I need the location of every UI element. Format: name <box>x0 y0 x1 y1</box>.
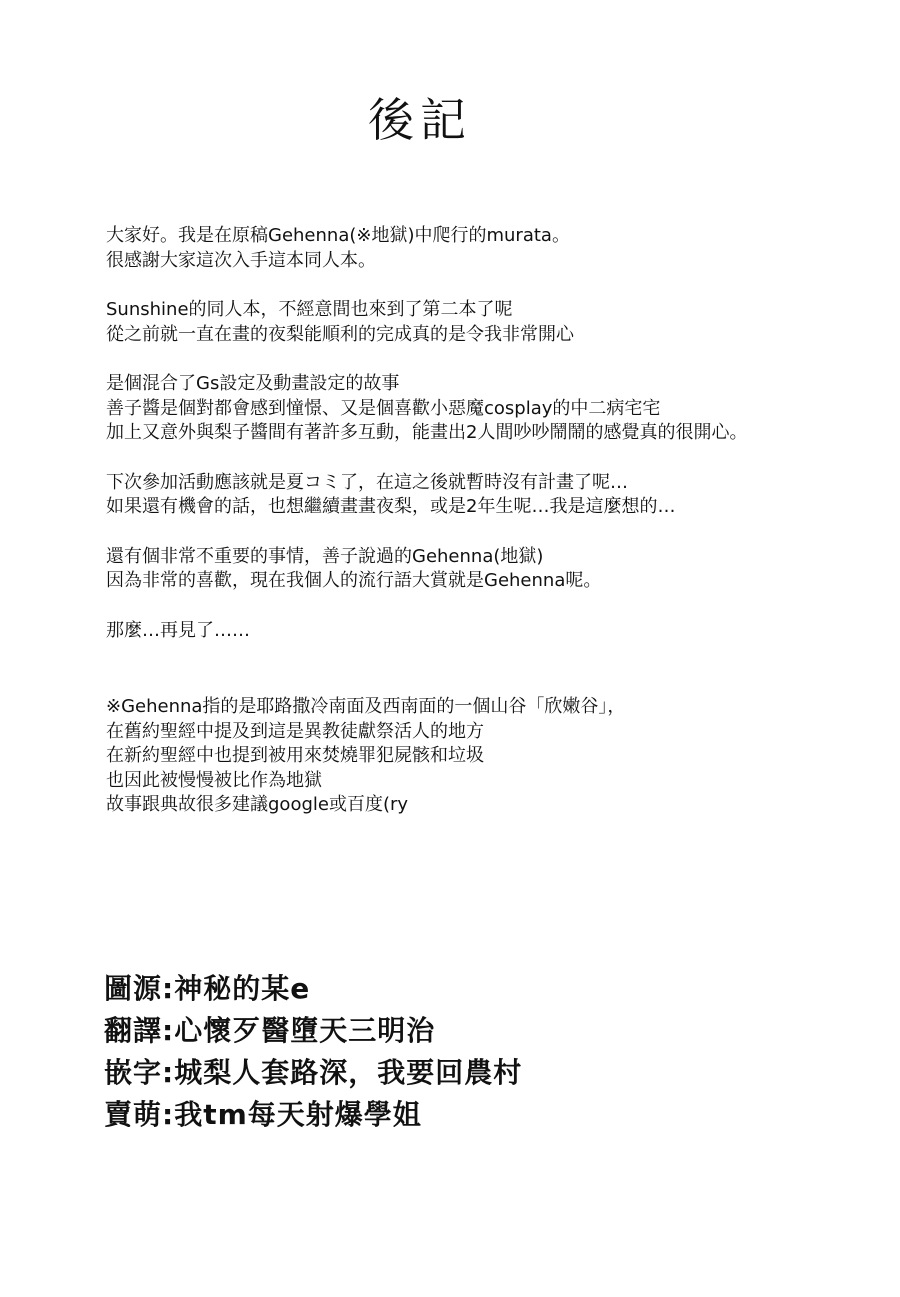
text-line: 下次參加活動應該就是夏コミ了，在這之後就暫時沒有計畫了呢… <box>106 471 628 493</box>
text-line: 是個混合了Gs設定及動畫設定的故事 <box>106 373 400 394</box>
gehenna-footnote <box>106 695 886 818</box>
paragraph-5 <box>106 545 886 594</box>
text-line: Sunshine的同人本，不經意間也來到了第二本了呢 <box>106 299 513 320</box>
page-title: 後記 <box>368 93 472 147</box>
text-line: 大家好。我是在原稿Gehenna(※地獄)中爬行的murata。 <box>106 225 570 246</box>
credit-extra: 賣萌:我tm每天射爆學姐 <box>104 1098 422 1131</box>
note-line: ※Gehenna指的是耶路撒冷南面及西南面的一個山谷「欣嫩谷」， <box>106 696 626 717</box>
text-line: 如果還有機會的話，也想繼續畫畫夜梨，或是2年生呢…我是這麼想的… <box>106 496 676 517</box>
translation-credits <box>104 968 804 1136</box>
text-line: 還有個非常不重要的事情，善子說過的Gehenna(地獄) <box>106 545 544 567</box>
text-line: 那麼…再見了…… <box>106 619 250 641</box>
text-line: 從之前就一直在畫的夜梨能順利的完成真的是令我非常開心 <box>106 323 574 345</box>
text-line: 加上又意外與梨子醬間有著許多互動，能畫出2人間吵吵鬧鬧的感覺真的很開心。 <box>106 422 748 443</box>
paragraph-1 <box>106 224 886 273</box>
credit-translation: 翻譯:心懷歹醫墮天三明治 <box>104 1014 436 1047</box>
paragraph-3 <box>106 372 886 446</box>
text-line: 很感謝大家這次入手這本同人本。 <box>106 249 376 271</box>
paragraph-6 <box>106 619 886 644</box>
note-line: 故事跟典故很多建議google或百度(ry <box>106 794 409 815</box>
afterword-body <box>106 224 886 668</box>
paragraph-2 <box>106 298 886 347</box>
credit-image-source: 圖源:神秘的某e <box>104 972 311 1005</box>
paragraph-4 <box>106 471 886 520</box>
text-line: 善子醬是個對都會感到憧憬、又是個喜歡小惡魔cosplay的中二病宅宅 <box>106 397 661 419</box>
note-line: 在新約聖經中也提到被用來焚燒罪犯屍骸和垃圾 <box>106 745 484 766</box>
text-line: 因為非常的喜歡，現在我個人的流行語大賞就是Gehenna呢。 <box>106 570 602 591</box>
note-line: 也因此被慢慢被比作為地獄 <box>106 769 322 791</box>
credit-typesetting: 嵌字:城梨人套路深，我要回農村 <box>104 1056 523 1089</box>
note-line: 在舊約聖經中提及到這是異教徒獻祭活人的地方 <box>106 720 484 742</box>
